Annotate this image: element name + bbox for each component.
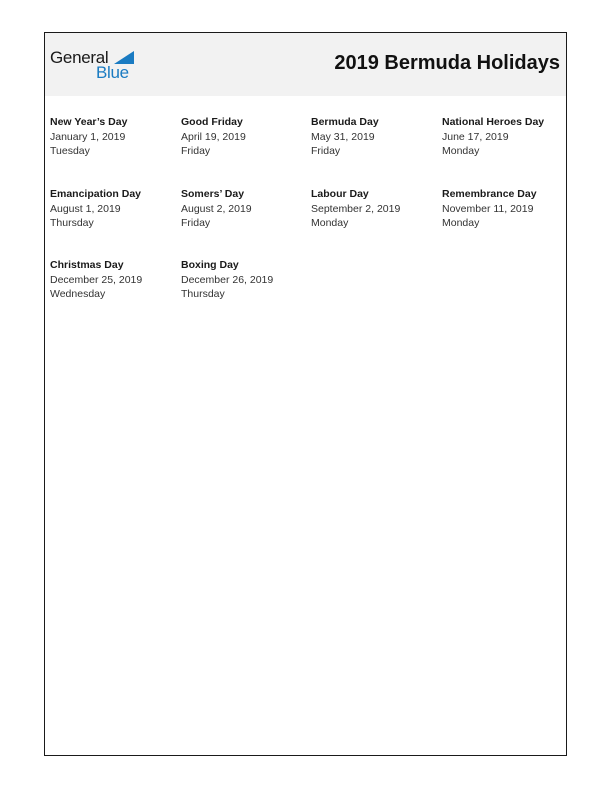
holiday-entry xyxy=(442,115,570,159)
holiday-name: Boxing Day xyxy=(181,259,239,271)
holiday-date: November 11, 2019 xyxy=(442,202,534,215)
holiday-entry xyxy=(311,187,439,231)
holiday-entry xyxy=(311,115,439,159)
holiday-name: New Year’s Day xyxy=(50,116,128,128)
holiday-entry xyxy=(181,115,309,159)
holiday-weekday: Monday xyxy=(442,145,480,157)
holiday-entry xyxy=(181,258,309,302)
holiday-entry xyxy=(181,187,309,231)
holiday-name: Good Friday xyxy=(181,116,243,128)
holiday-name: National Heroes Day xyxy=(442,116,545,128)
holiday-entry xyxy=(50,115,178,159)
logo xyxy=(50,48,140,82)
holiday-name: Emancipation Day xyxy=(50,188,142,200)
holiday-date: May 31, 2019 xyxy=(311,130,375,143)
holiday-weekday: Friday xyxy=(181,217,211,229)
logo-text-general: General xyxy=(50,48,109,67)
holiday-name: Remembrance Day xyxy=(442,188,537,200)
holiday-weekday: Wednesday xyxy=(50,288,106,300)
holiday-weekday: Thursday xyxy=(181,288,225,300)
holiday-date: August 2, 2019 xyxy=(181,202,252,215)
logo-text-blue: Blue xyxy=(96,63,129,82)
page-frame xyxy=(44,32,567,756)
holiday-weekday: Friday xyxy=(181,145,211,157)
holiday-weekday: Tuesday xyxy=(50,145,90,157)
holiday-date: September 2, 2019 xyxy=(311,202,401,215)
holiday-name: Bermuda Day xyxy=(311,116,379,128)
holiday-entry xyxy=(50,187,178,231)
holiday-weekday: Friday xyxy=(311,145,341,157)
holiday-date: June 17, 2019 xyxy=(442,130,509,143)
holiday-weekday: Monday xyxy=(442,217,480,229)
holiday-weekday: Monday xyxy=(311,217,349,229)
holiday-name: Somers’ Day xyxy=(181,188,245,200)
header-band xyxy=(45,33,566,96)
holiday-name: Christmas Day xyxy=(50,259,124,271)
holiday-name: Labour Day xyxy=(311,188,369,200)
holiday-entry xyxy=(442,187,570,231)
holiday-date: December 26, 2019 xyxy=(181,273,274,286)
holiday-date: August 1, 2019 xyxy=(50,202,121,215)
page-title: 2019 Bermuda Holidays xyxy=(334,52,560,74)
holiday-entry xyxy=(50,258,178,302)
holiday-weekday: Thursday xyxy=(50,217,94,229)
holiday-date: April 19, 2019 xyxy=(181,130,246,143)
holiday-date: December 25, 2019 xyxy=(50,273,143,286)
holiday-date: January 1, 2019 xyxy=(50,130,126,143)
